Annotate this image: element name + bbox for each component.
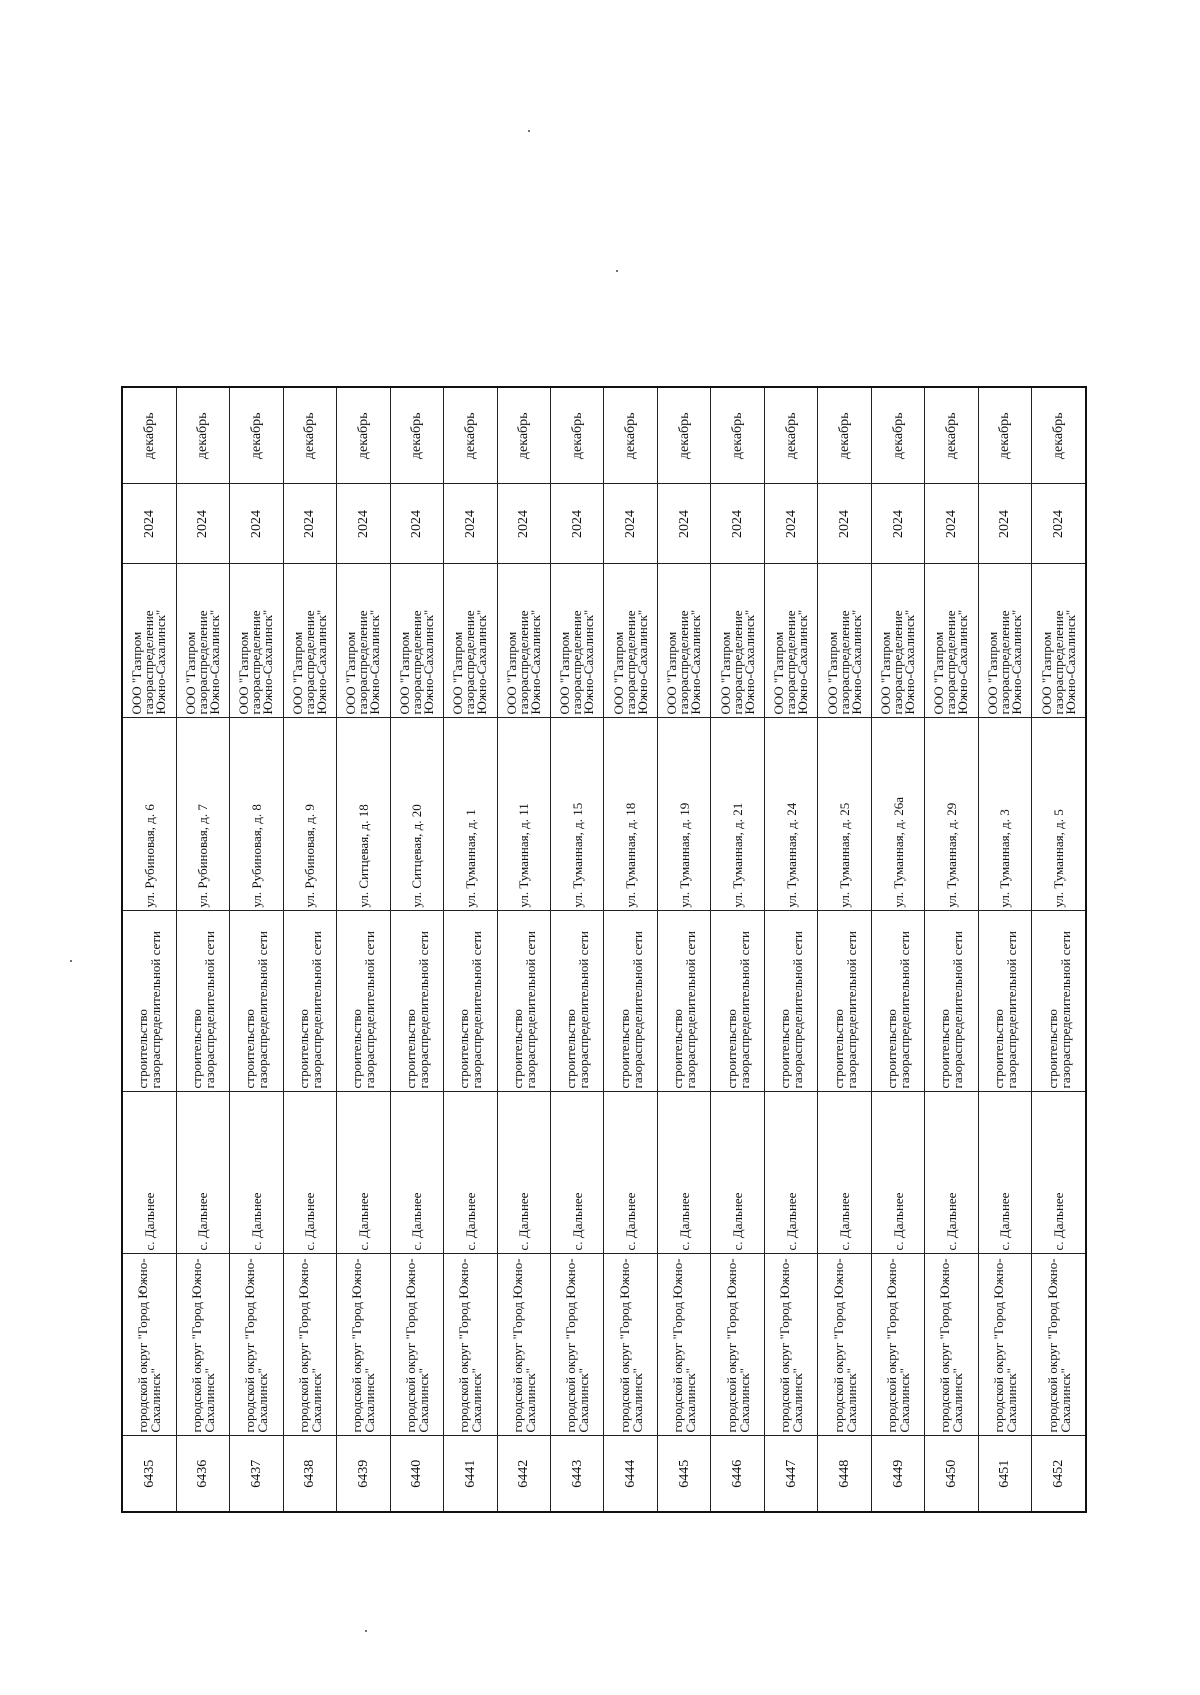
district-cell: городской округ "Город Южно-Сахалинск" [925,1254,978,1436]
address-cell: ул. Туманная, д. 19 [657,718,710,911]
month-cell: декабрь [122,387,176,484]
table-row [871,387,924,1512]
locality-cell: с. Дальнее [390,1092,443,1254]
month-cell: декабрь [444,387,497,484]
organization-cell: ООО "Газпром газораспределение Южно-Сахалинск" [550,564,603,718]
locality-cell: с. Дальнее [657,1092,710,1254]
locality-cell: с. Дальнее [444,1092,497,1254]
year-cell: 2024 [283,484,336,564]
work-type-cell: строительство газораспределительной сети [176,911,229,1092]
year-cell: 2024 [764,484,817,564]
table-row [657,387,710,1512]
locality-cell: с. Дальнее [497,1092,550,1254]
organization-cell: ООО "Газпром газораспределение Южно-Сахалинск" [764,564,817,718]
month-cell: декабрь [176,387,229,484]
locality-cell: с. Дальнее [925,1092,978,1254]
row-number: 6444 [604,1436,657,1512]
scan-speck [365,1630,367,1632]
district-cell: городской округ "Город Южно-Сахалинск" [818,1254,871,1436]
district-cell: городской округ "Город Южно-Сахалинск" [444,1254,497,1436]
work-type-cell: строительство газораспределительной сети [390,911,443,1092]
district-cell: городской округ "Город Южно-Сахалинск" [122,1254,176,1436]
row-number: 6445 [657,1436,710,1512]
month-cell: декабрь [390,387,443,484]
work-type-cell: строительство газораспределительной сети [871,911,924,1092]
organization-cell: ООО "Газпром газораспределение Южно-Сахалинск" [283,564,336,718]
district-cell: городской округ "Город Южно-Сахалинск" [657,1254,710,1436]
row-number: 6448 [818,1436,871,1512]
organization-cell: ООО "Газпром газораспределение Южно-Сахалинск" [925,564,978,718]
organization-cell: ООО "Газпром газораспределение Южно-Сахалинск" [818,564,871,718]
month-cell: декабрь [978,387,1031,484]
district-cell: городской округ "Город Южно-Сахалинск" [1032,1254,1086,1436]
address-cell: ул. Ситцевая, д. 20 [390,718,443,911]
district-cell: городской округ "Город Южно-Сахалинск" [283,1254,336,1436]
year-cell: 2024 [1032,484,1086,564]
year-cell: 2024 [230,484,283,564]
organization-cell: ООО "Газпром газораспределение Южно-Сахалинск" [122,564,176,718]
address-cell: ул. Туманная, д. 26а [871,718,924,911]
organization-cell: ООО "Газпром газораспределение Южно-Сахалинск" [230,564,283,718]
work-type-cell: строительство газораспределительной сети [711,911,764,1092]
row-number: 6441 [444,1436,497,1512]
table-row [711,387,764,1512]
row-number: 6452 [1032,1436,1086,1512]
year-cell: 2024 [711,484,764,564]
row-number: 6440 [390,1436,443,1512]
organization-cell: ООО "Газпром газораспределение Южно-Сахалинск" [871,564,924,718]
table-row [176,387,229,1512]
locality-cell: с. Дальнее [711,1092,764,1254]
month-cell: декабрь [711,387,764,484]
address-cell: ул. Туманная, д. 21 [711,718,764,911]
district-cell: городской округ "Город Южно-Сахалинск" [230,1254,283,1436]
table-row [818,387,871,1512]
row-number: 6438 [283,1436,336,1512]
year-cell: 2024 [871,484,924,564]
address-cell: ул. Туманная, д. 25 [818,718,871,911]
year-cell: 2024 [925,484,978,564]
address-cell: ул. Туманная, д. 29 [925,718,978,911]
month-cell: декабрь [871,387,924,484]
organization-cell: ООО "Газпром газораспределение Южно-Сахалинск" [978,564,1031,718]
row-number: 6435 [122,1436,176,1512]
locality-cell: с. Дальнее [230,1092,283,1254]
address-cell: ул. Ситцевая, д. 18 [337,718,390,911]
organization-cell: ООО "Газпром газораспределение Южно-Сахалинск" [497,564,550,718]
work-type-cell: строительство газораспределительной сети [764,911,817,1092]
month-cell: декабрь [230,387,283,484]
month-cell: декабрь [925,387,978,484]
scan-speck [616,270,618,272]
table-row [497,387,550,1512]
table-row [604,387,657,1512]
month-cell: декабрь [337,387,390,484]
year-cell: 2024 [390,484,443,564]
work-type-cell: строительство газораспределительной сети [497,911,550,1092]
address-cell: ул. Туманная, д. 15 [550,718,603,911]
row-number: 6447 [764,1436,817,1512]
scan-speck [70,960,72,962]
district-cell: городской округ "Город Южно-Сахалинск" [337,1254,390,1436]
address-cell: ул. Рубиновая, д. 7 [176,718,229,911]
address-cell: ул. Туманная, д. 1 [444,718,497,911]
organization-cell: ООО "Газпром газораспределение Южно-Сахалинск" [176,564,229,718]
locality-cell: с. Дальнее [122,1092,176,1254]
table-row [978,387,1031,1512]
work-type-cell: строительство газораспределительной сети [550,911,603,1092]
locality-cell: с. Дальнее [1032,1092,1086,1254]
district-cell: городской округ "Город Южно-Сахалинск" [871,1254,924,1436]
work-type-cell: строительство газораспределительной сети [230,911,283,1092]
year-cell: 2024 [657,484,710,564]
locality-cell: с. Дальнее [978,1092,1031,1254]
row-number: 6451 [978,1436,1031,1512]
organization-cell: ООО "Газпром газораспределение Южно-Сахалинск" [337,564,390,718]
rotated-table-container [121,388,1087,1513]
work-type-cell: строительство газораспределительной сети [818,911,871,1092]
month-cell: декабрь [283,387,336,484]
district-cell: городской округ "Город Южно-Сахалинск" [550,1254,603,1436]
organization-cell: ООО "Газпром газораспределение Южно-Сахалинск" [444,564,497,718]
month-cell: декабрь [550,387,603,484]
district-cell: городской округ "Город Южно-Сахалинск" [176,1254,229,1436]
organization-cell: ООО "Газпром газораспределение Южно-Сахалинск" [657,564,710,718]
month-cell: декабрь [604,387,657,484]
table-row [925,387,978,1512]
locality-cell: с. Дальнее [604,1092,657,1254]
table-row [230,387,283,1512]
scan-speck [528,130,530,132]
district-cell: городской округ "Город Южно-Сахалинск" [604,1254,657,1436]
locality-cell: с. Дальнее [283,1092,336,1254]
year-cell: 2024 [176,484,229,564]
address-cell: ул. Туманная, д. 5 [1032,718,1086,911]
locality-cell: с. Дальнее [818,1092,871,1254]
gasification-schedule-table [121,386,1087,1513]
district-cell: городской округ "Город Южно-Сахалинск" [764,1254,817,1436]
year-cell: 2024 [818,484,871,564]
district-cell: городской округ "Город Южно-Сахалинск" [978,1254,1031,1436]
address-cell: ул. Туманная, д. 11 [497,718,550,911]
month-cell: декабрь [818,387,871,484]
table-body [122,387,1086,1512]
year-cell: 2024 [604,484,657,564]
work-type-cell: строительство газораспределительной сети [604,911,657,1092]
table-row [764,387,817,1512]
table-row [283,387,336,1512]
organization-cell: ООО "Газпром газораспределение Южно-Сахалинск" [711,564,764,718]
work-type-cell: строительство газораспределительной сети [925,911,978,1092]
locality-cell: с. Дальнее [176,1092,229,1254]
row-number: 6436 [176,1436,229,1512]
table-row [550,387,603,1512]
locality-cell: с. Дальнее [764,1092,817,1254]
row-number: 6449 [871,1436,924,1512]
month-cell: декабрь [764,387,817,484]
work-type-cell: строительство газораспределительной сети [444,911,497,1092]
row-number: 6439 [337,1436,390,1512]
work-type-cell: строительство газораспределительной сети [283,911,336,1092]
table-row [122,387,176,1512]
district-cell: городской округ "Город Южно-Сахалинск" [711,1254,764,1436]
row-number: 6437 [230,1436,283,1512]
work-type-cell: строительство газораспределительной сети [978,911,1031,1092]
address-cell: ул. Рубиновая, д. 6 [122,718,176,911]
locality-cell: с. Дальнее [871,1092,924,1254]
table-row [1032,387,1086,1512]
district-cell: городской округ "Город Южно-Сахалинск" [390,1254,443,1436]
work-type-cell: строительство газораспределительной сети [1032,911,1086,1092]
month-cell: декабрь [1032,387,1086,484]
locality-cell: с. Дальнее [337,1092,390,1254]
organization-cell: ООО "Газпром газораспределение Южно-Сахалинск" [604,564,657,718]
locality-cell: с. Дальнее [550,1092,603,1254]
work-type-cell: строительство газораспределительной сети [122,911,176,1092]
row-number: 6443 [550,1436,603,1512]
work-type-cell: строительство газораспределительной сети [337,911,390,1092]
year-cell: 2024 [337,484,390,564]
address-cell: ул. Туманная, д. 18 [604,718,657,911]
row-number: 6446 [711,1436,764,1512]
month-cell: декабрь [497,387,550,484]
year-cell: 2024 [497,484,550,564]
address-cell: ул. Туманная, д. 24 [764,718,817,911]
year-cell: 2024 [550,484,603,564]
address-cell: ул. Рубиновая, д. 8 [230,718,283,911]
year-cell: 2024 [444,484,497,564]
table-row [444,387,497,1512]
table-row [337,387,390,1512]
organization-cell: ООО "Газпром газораспределение Южно-Сахалинск" [390,564,443,718]
year-cell: 2024 [122,484,176,564]
row-number: 6442 [497,1436,550,1512]
work-type-cell: строительство газораспределительной сети [657,911,710,1092]
district-cell: городской округ "Город Южно-Сахалинск" [497,1254,550,1436]
organization-cell: ООО "Газпром газораспределение Южно-Сахалинск" [1032,564,1086,718]
month-cell: декабрь [657,387,710,484]
table-row [390,387,443,1512]
year-cell: 2024 [978,484,1031,564]
address-cell: ул. Рубиновая, д. 9 [283,718,336,911]
row-number: 6450 [925,1436,978,1512]
address-cell: ул. Туманная, д. 3 [978,718,1031,911]
